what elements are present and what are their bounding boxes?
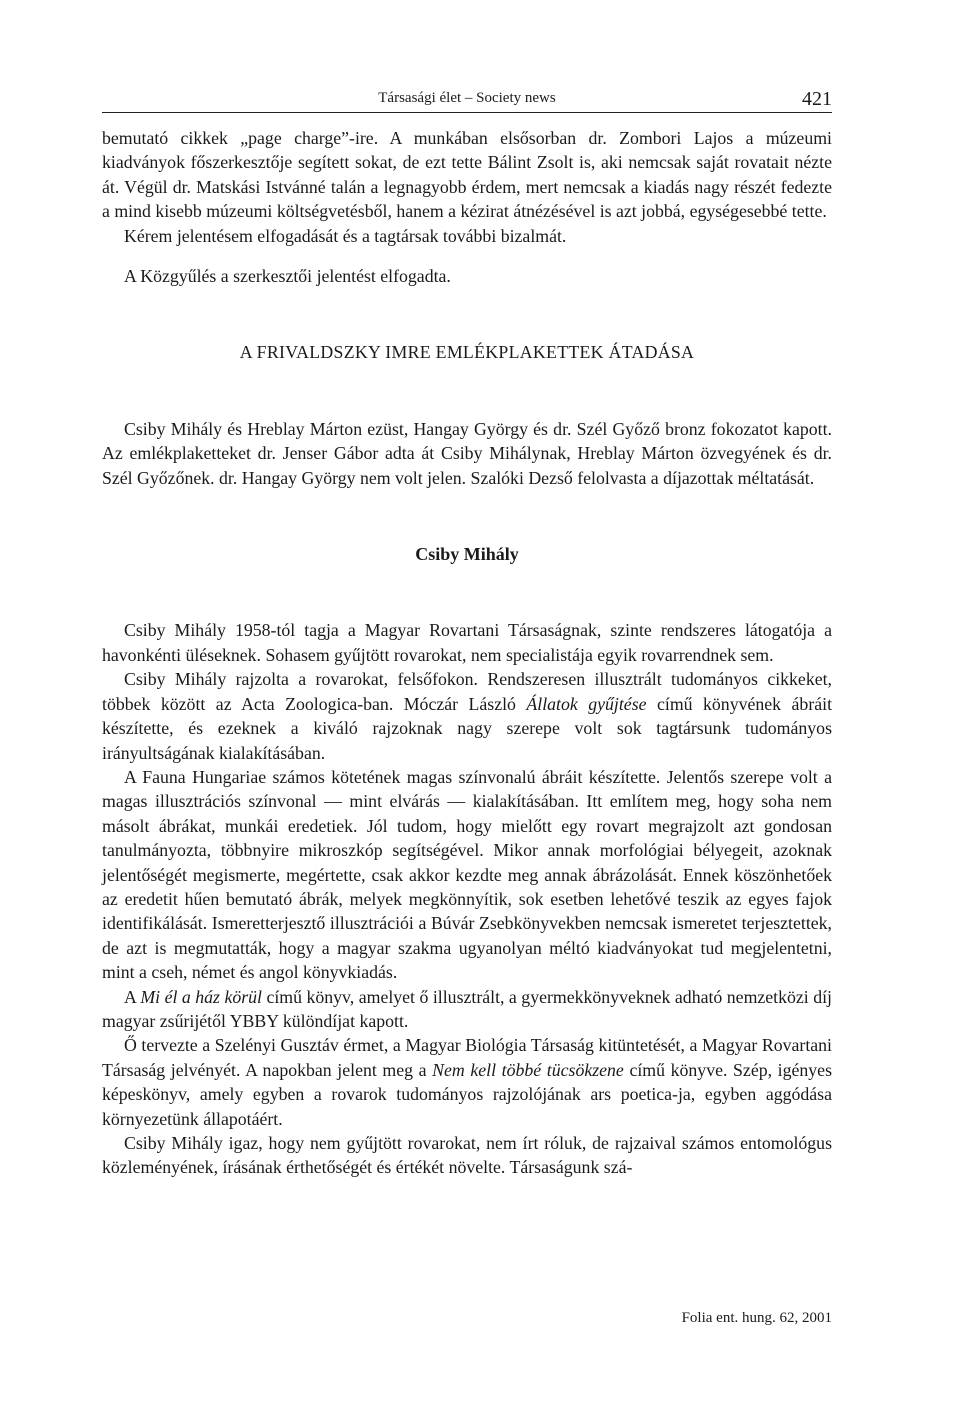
running-title: Társasági élet – Society news [378,90,556,106]
book-title: Mi él a ház körül [140,986,262,1007]
paragraph-book-award [102,985,832,1034]
paragraph-medal-design [102,1033,832,1131]
journal-footer: Folia ent. hung. 62, 2001 [681,1310,832,1326]
paragraph-drawings [102,667,832,765]
paragraph-awards: Csiby Mihály és Hreblay Márton ezüst, Hangay György és dr. Szél Győző bronz fokozatot kapott. Az emlékplaketteket dr. Jenser Gábor adta át Csiby Mihálynak, Hreblay Márton özvegyének és dr. Szél Győzőnek. dr. Hangay György nem volt jelen. Szalóki Dezső felolvasta a díjazottak méltatását. [102,418,832,488]
paragraph-conclusion: Csiby Mihály igaz, hogy nem gyűjtött rovarokat, nem írt róluk, de rajzaival számos entomológus közleményének, írásának érthetőségét és értékét növelte. Társaságunk szá- [102,1133,832,1178]
running-header [102,88,832,113]
section-heading: A FRIVALDSZKY IMRE EMLÉKPLAKETTEK ÁTADÁSA [239,342,695,363]
text-run: című könyv, amelyet ő illusztrált, a gyermekkönyveknek adható nemzetközi díj magyar zsűrijétől YBBY különdíjat kapott. [102,986,832,1031]
text-run: című könyvének ábráit készítette, és ezeknek a kiváló rajzoknak nagy szerepe volt sok tagtársunk tudományos irányultságának kialakításában. [102,693,833,763]
book-title: Nem kell többé tücsökzene [432,1059,624,1080]
page-number: 421 [802,88,832,110]
text-run: Csiby Mihály rajzolta a rovarokat, felsőfokon. Rendszeresen illusztrált tudományos cikkeket, többek között az Acta Zoologica-ban. Móczár László [102,669,832,714]
article-body [102,126,832,1180]
text-run: Ő tervezte a Szelényi Gusztáv érmet, a Magyar Biológia Társaság kitüntetését, a Magyar Rovartani Társaság jelvényét. A napokban jelent meg a [102,1035,832,1080]
paragraph-report-end: bemutató cikkek „page charge”-ire. A munkában elsősorban dr. Zombori Lajos a múzeumi kiadványok főszerkesztője segített sokat, de ezt tette Bálint Zsolt is, aki nemcsak saját rovatait nézte át. Végül dr. Matskási Istvánné talán a legnagyobb érdem, mert nemcsak a kiadás nagy részét fedezte a mind kisebb múzeumi költségvetésből, hanem a kézirat átnézésével is azt jobbá, egységesebbé tette. [102,128,832,222]
paragraph-accepted: A Közgyűlés a szerkesztői jelentést elfogadta. [124,266,451,287]
paragraph-fauna-hungariae: A Fauna Hungariae számos kötetének magas színvonalú ábráit készítette. Jelentős szerepe volt a magas illusztrációs színvonal — mint elvárás — kialakításában. Itt említem meg, hogy soha nem másolt ábrákat, munkái eredetiek. Jól tudom, hogy mielőtt egy rovart megrajzolt azt gondosan tanulmányozta, többnyire mikroszkóp segítségével. Mikor annak morfológiai bélyegeit, azoknak jelentőségét megismerte, megértette, csak akkor kezdte meg annak ábrázolását. Ennek köszönhetőek az eredetit hűen bemutató ábrák, melyek megkönnyítik, sok esetben lehetővé teszik az egyes fajok identifikálását. Ismeretterjesztő illusztrációi a Búvár Zsebkönyvekben nemcsak ismeretet terjesztettek, de azt is megmutatták, hogy a magyar szakma ugyanolyan méltó kiadványokat tud megjelentetni, mint a cseh, német és angol könyvkiadás. [102,766,832,983]
book-title: Állatok gyűjtése [526,693,647,714]
document-page [102,88,832,1348]
paragraph-request: Kérem jelentésem elfogadását és a tagtársak további bizalmát. [124,225,567,246]
text-run: A [124,986,141,1007]
subsection-heading: Csiby Mihály [415,544,519,565]
text-run: című könyve. Szép, igényes képeskönyv, amely egyben a rovarok tudományos rajzolójának ars poetica-ja, egyben aggódása környezetünk állapotáért. [102,1059,832,1129]
paragraph-membership: Csiby Mihály 1958-tól tagja a Magyar Rovartani Társaságnak, szinte rendszeres látogatója a havonkénti üléseknek. Sohasem gyűjtött rovarokat, nem specialistája egyik rovarrendnek sem. [102,620,832,665]
